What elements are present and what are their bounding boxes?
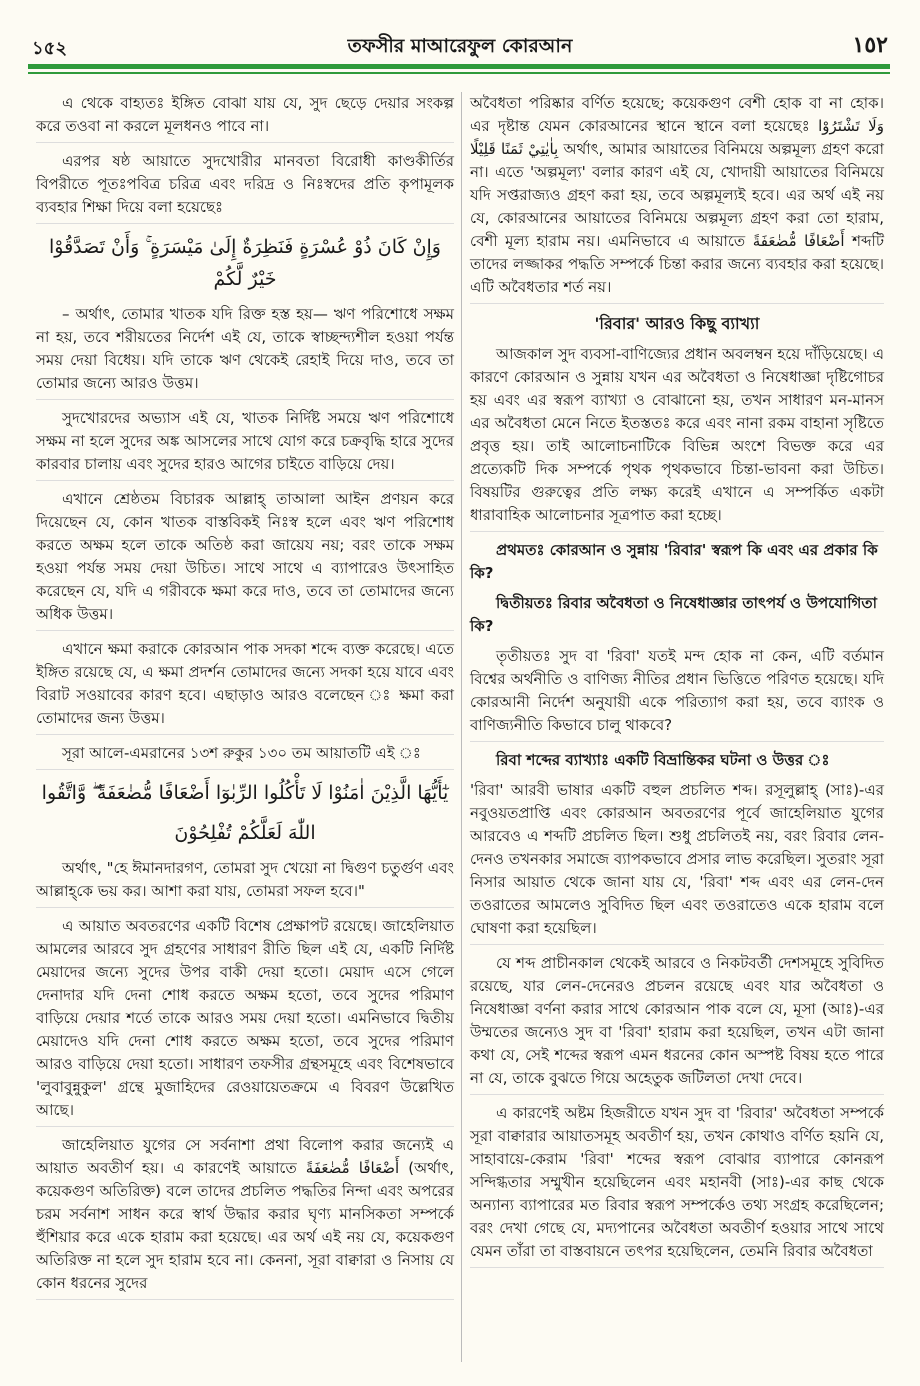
paragraph: সূরা আলে-এমরানের ১৩শ রুকুর ১৩০ তম আয়াতটি এই ঃ	[36, 742, 454, 770]
right-column	[470, 92, 884, 1275]
header-rule	[28, 64, 890, 69]
book-title: তফসীর মাআরেফুল কোরআন	[347, 35, 573, 57]
page-header	[0, 28, 920, 78]
paragraph: এ থেকে বাহ্যতঃ ইঙ্গিত বোঝা যায় যে, সুদ ছেড়ে দেয়ার সংকল্প করে তওবা না করলে মূলধনও পাবে না।	[36, 92, 454, 143]
paragraph: – অর্থাৎ, তোমার খাতক যদি রিক্ত হস্ত হয়— ঋণ পরিশোধে সক্ষম না হয়, তবে শরীয়তের নির্দেশ এই যে, তাকে স্বাচ্ছন্দ্যশীল হওয়া পর্যন্ত সময় দেয়া বিধেয়। যদি তাকে ঋণ থেকেই রেহাই দিয়ে দাও, তবে তা তোমার জন্যে আরও উত্তম।	[36, 303, 454, 400]
paragraph: এ আয়াত অবতরণের একটি বিশেষ প্রেক্ষাপট রয়েছে। জাহেলিয়াত আমলের আরবে সুদ গ্রহণের সাধারণ রীতি ছিল এই যে, একটি নির্দিষ্ট মেয়াদের জন্যে সুদের উপর বাকী দেয়া হতো। মেয়াদ এসে গেলে দেনাদার যদি দেনা শোধ করতে অক্ষম হতো, তবে সুদের পরিমাণ বাড়িয়ে দেয়ার শর্তে তাকে আরও সময় দেয়া হতো। এমনিভাবে দ্বিতীয় মেয়াদেও যদি দেনা শোধ করতে অক্ষম হতো, তবে সুদের পরিমাণ আরও বাড়িয়ে দেয়া হতো। সাধারণ তফসীর গ্রন্থসমূহে এবং বিশেষভাবে 'লুবাবুন্নুকুল' গ্রন্থে মুজাহিদের রেওয়ায়েতক্রমে এ বিবরণ উল্লেখিত আছে।	[36, 915, 454, 1127]
question: দ্বিতীয়তঃ রিবার অবৈধতা ও নিষেধাজ্ঞার তাৎপর্য ও উপযোগিতা কি?	[470, 594, 877, 635]
page-number-left: ১৫২	[32, 38, 68, 59]
paragraph: জাহেলিয়াত যুগের সে সর্বনাশা প্রথা বিলোপ করার জন্যেই এ আয়াত অবতীর্ণ হয়। এ কারণেই আয়াতে أَضْعَافًا مُّضٰعَفَةً (অর্থাৎ, কয়েকগুণ অতিরিক্ত) বলে তাদের প্রচলিত পদ্ধতির নিন্দা এবং অপরের চরম সর্বনাশ সাধন করে স্বার্থ উদ্ধার করার ঘৃণ্য মানসিকতা সম্পর্কে হুঁশিয়ার করে একে হারাম করা হয়েছে। এর অর্থ এই নয় যে, কয়েকগুণ অতিরিক্ত না হলে সুদ হারাম হবে না। কেননা, সূরা বাক্বারা ও নিসায় যে কোন ধরনের সুদের	[36, 1134, 454, 1300]
paragraph: এখানে ক্ষমা করাকে কোরআন পাক সদকা শব্দে ব্যক্ত করেছে। এতে ইঙ্গিত রয়েছে যে, এ ক্ষমা প্রদর্শন তোমাদের জন্যে সদকা হয়ে যাবে এবং বিরাট সওয়াবের কারণ হবে। এছাড়াও আরও বলেছেন ঃ ক্ষমা করা তোমাদের জন্য উত্তম।	[36, 638, 454, 735]
arabic-verse: اللّٰهَ لَعَلَّكُمْ تُفْلِحُوْنَ	[174, 822, 316, 844]
paragraph: তৃতীয়তঃ সুদ বা 'রিবা' যতই মন্দ হোক না কেন, এটি বর্তমান বিশ্বের অর্থনীতি ও বাণিজ্য নীতির প্রধান ভিত্তিতে পরিণত হয়েছে। যদি কোরআনী নির্দেশ অনুযায়ী একে পরিত্যাগ করা হয়, তবে ব্যাংক ও বাণিজ্যনীতি কিভাবে চালু থাকবে?	[470, 645, 884, 742]
paragraph: 'রিবা' আরবী ভাষার একটি বহুল প্রচলিত শব্দ। রসূলুল্লাহ্ (সাঃ)-এর নবুওয়তপ্রাপ্তি এবং কোরআন অবতরণের পূর্বে জাহেলিয়াত যুগের আরবেও এ শব্দটি প্রচলিত ছিল। শুধু প্রচলিতই নয়, বরং রিবার লেন-দেনও তখনকার সমাজে ব্যাপকভাবে প্রসার লাভ করেছিল। সুতরাং সূরা নিসার আয়াত থেকে জানা যায় যে, 'রিবা' শব্দ এবং এর লেন-দেন তওরাতের আমলেও সুবিদিত ছিল এবং তওরাতেও একে হারাম বলে ঘোষণা করা হয়েছিল।	[470, 779, 884, 945]
arabic-verse: وَإِنْ كَانَ ذُوْ عُسْرَةٍ فَنَظِرَةٌ إِلَىٰ مَيْسَرَةٍ ۚ وَأَنْ تَصَدَّقُوْا خَيْرٌ لَّكُمْ	[49, 236, 441, 290]
page-number-right: ١٥٢	[852, 32, 888, 58]
paragraph: যে শব্দ প্রাচীনকাল থেকেই আরবে ও নিকটবর্তী দেশসমূহে সুবিদিত রয়েছে, যার লেন-দেনেরও প্রচলন রয়েছে এবং যার অবৈধতা ও নিষেধাজ্ঞা বর্ণনা করার সাথে কোরআন পাক বলে যে, মূসা (আঃ)-এর উম্মতের জন্যেও সুদ বা 'রিবা' হারাম করা হয়েছিল, তখন এটা জানা কথা যে, সেই শব্দের স্বরূপ এমন ধরনের কোন অস্পষ্ট বিষয় হতে পারে না যে, তাকে বুঝতে গিয়ে অহেতুক জটিলতা দেখা দেবে।	[470, 952, 884, 1095]
paragraph: এ কারণেই অষ্টম হিজরীতে যখন সুদ বা 'রিবার' অবৈধতা সম্পর্কে সূরা বাক্বারার আয়াতসমূহ অবতীর্ণ হয়, তখন কোথাও বর্ণিত হয়নি যে, সাহাবায়ে-কেরাম 'রিবা' শব্দের স্বরূপ বোঝার ব্যাপারে কোনরূপ সন্দিগ্ধতার সম্মুখীন হয়েছিলেন এবং মহানবী (সাঃ)-এর কাছ থেকে অন্যান্য ব্যাপারের মত রিবার স্বরূপ সম্পর্কেও তথ্য সংগ্রহ করেছিলেন; বরং দেখা গেছে যে, মদ্যপানের অবৈধতা অবতীর্ণ হওয়ার সাথে সাথে যেমন তাঁরা তা বাস্তবায়নে তৎপর হয়েছিলেন, তেমনি রিবার অবৈধতা	[470, 1102, 884, 1268]
paragraph: অর্থাৎ, "হে ঈমানদারগণ, তোমরা সুদ খেয়ো না দ্বিগুণ চতুর্গুণ এবং আল্লাহ্‌কে ভয় কর। আশা করা যায়, তোমরা সফল হবে।"	[36, 857, 454, 908]
section-heading: 'রিবার' আরও কিছু ব্যাখ্যা	[594, 314, 760, 333]
arabic-verse: يٰٓأَيُّهَا الَّذِيْنَ اٰمَنُوْا لَا تَأْكُلُوا الرِّبٰوٓا أَضْعَافًا مُّضٰعَفَةً ۖ وَّاتَّقُوا	[41, 782, 449, 804]
paragraph: সুদখোরদের অভ্যাস এই যে, খাতক নির্দিষ্ট সময়ে ঋণ পরিশোধে সক্ষম না হলে সুদের অঙ্ক আসলের সাথে যোগ করে চক্রবৃদ্ধি হারে সুদের কারবার চালায় এবং সুদের হারও আগের চাইতে বাড়িয়ে দেয়।	[36, 407, 454, 481]
paragraph: এরপর ষষ্ঠ আয়াতে সুদখোরীর মানবতা বিরোধী কাণ্ডকীর্তির বিপরীতে পূতঃপবিত্র চরিত্র এবং দরিদ্র ও নিঃস্বদের প্রতি কৃপামূলক ব্যবহার শিক্ষা দিয়ে বলা হয়েছেঃ	[36, 150, 454, 224]
left-column	[36, 92, 454, 1307]
paragraph: অবৈধতা পরিষ্কার বর্ণিত হয়েছে; কয়েকগুণ বেশী হোক বা না হোক। এর দৃষ্টান্ত যেমন কোরআনের স্থানে স্থানে বলা হয়েছেঃ وَلَا تَشْتَرُوْا بِاٰيٰتِيْ ثَمَنًا قَلِيْلًا অর্থাৎ, আমার আয়াতের বিনিময়ে অল্পমূল্য গ্রহণ করো না। এতে 'অল্পমূল্য' বলার কারণ এই যে, খোদায়ী আয়াতের বিনিময়ে যদি সপ্তরাজ্যও গ্রহণ করা হয়, তবে অল্পমূল্যই হবে। এর অর্থ এই নয় যে, কোরআনের আয়াতের বিনিময়ে অল্পমূল্য গ্রহণ করা তো হারাম, বেশী মূল্য হারাম নয়। এমনিভাবে এ আয়াতে أَضْعَافًا مُّضٰعَفَةً শব্দটি তাদের লজ্জাকর পদ্ধতি সম্পর্কে চিন্তা করার জন্যে ব্যবহার করা হয়েছে। এটি অবৈধতার শর্ত নয়।	[470, 92, 884, 304]
column-divider	[461, 92, 462, 1362]
question: প্রথমতঃ কোরআন ও সুন্নায় 'রিবার' স্বরূপ কি এবং এর প্রকার কি কি?	[470, 541, 878, 582]
paragraph: এখানে শ্রেষ্ঠতম বিচারক আল্লাহ্ তাআলা আইন প্রণয়ন করে দিয়েছেন যে, কোন খাতক বাস্তবিকই নিঃস্ব হলে এবং ঋণ পরিশোধ করতে অক্ষম হলে তাকে অতিষ্ঠ করা জায়েয নয়; বরং তাকে সক্ষম হওয়া পর্যন্ত সময় দেয়া উচিত। সাথে সাথে এ ব্যাপারেও উৎসাহিত করেছেন যে, যদি এ গরীবকে ক্ষমা করে দাও, তবে তা তোমাদের জন্যে অধিক উত্তম।	[36, 488, 454, 631]
paragraph: আজকাল সুদ ব্যবসা-বাণিজ্যের প্রধান অবলম্বন হয়ে দাঁড়িয়েছে। এ কারণে কোরআন ও সুন্নায় যখন এর অবৈধতা ও নিষেধাজ্ঞা দৃষ্টিগোচর হয় এবং এর স্বরূপ ব্যাখ্যা ও বোঝানো হয়, তখন সাধারণ মন-মানস এর অবৈধতা মেনে নিতে ইতস্ততঃ করে এবং নানা রকম বাহানা সৃষ্টিতে প্রবৃত্ত হয়। তাই আলোচনাটিকে বিভিন্ন অংশে বিভক্ত করে এর প্রত্যেকটি দিক সম্পর্কে পৃথক পৃথকভাবে চিন্তা-ভাবনা করা উচিত। বিষয়টির গুরুত্বের প্রতি লক্ষ্য করেই এখানে এ সম্পর্কিত একটা ধারাবাহিক আলোচনার সূত্রপাত করা হচ্ছে।	[470, 343, 884, 532]
subheading: রিবা শব্দের ব্যাখ্যাঃ একটি বিভ্রান্তিকর ঘটনা ও উত্তর ঃ	[496, 751, 830, 769]
header-rule-thin	[28, 72, 890, 74]
